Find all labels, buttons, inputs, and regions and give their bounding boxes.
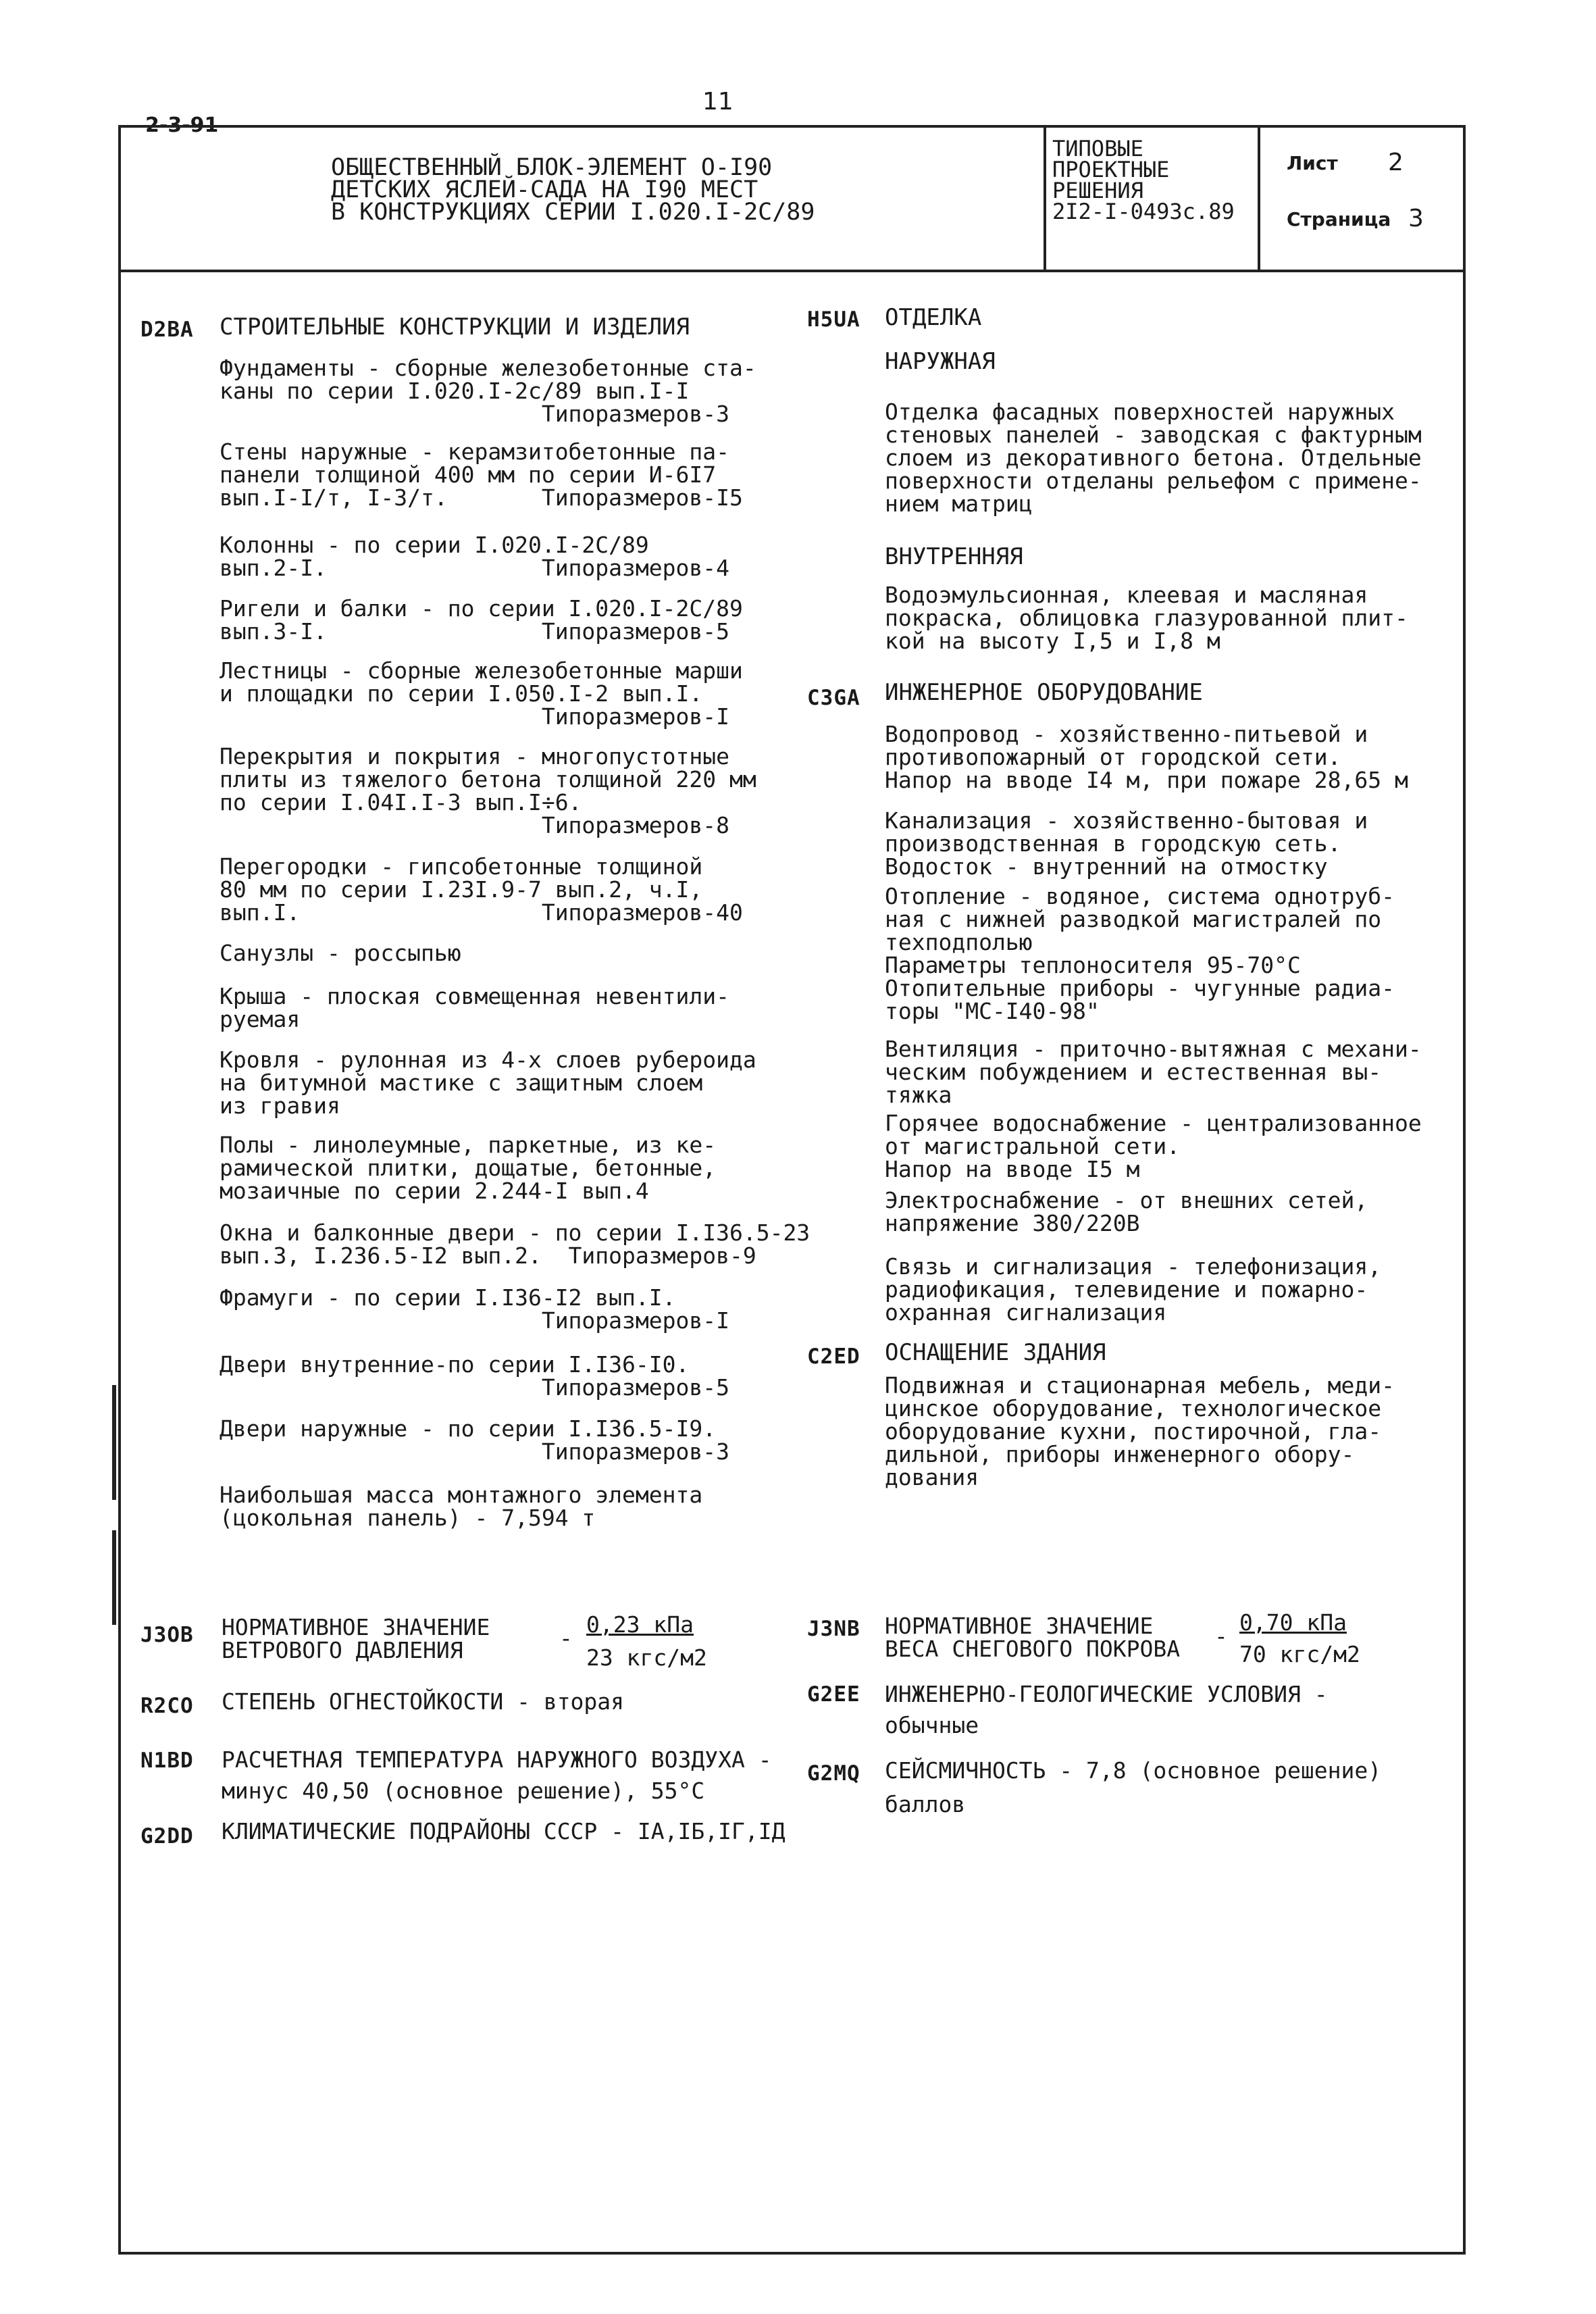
snow-load-kgs: 70 кгс/м2 (1239, 1641, 1360, 1667)
sheet-value: 2 (1388, 149, 1404, 176)
list-item: Фрамуги - по серии I.I36-I2 вып.I. Типоразмеров-I (220, 1284, 729, 1334)
list-item: Наибольшая масса монтажного элемента (цокольная панель) - 7,594 т (220, 1482, 703, 1531)
list-item: Колонны - по серии I.020.I-2С/89 вып.2-I. Типоразмеров-4 (220, 532, 729, 581)
margin-mark (112, 1530, 116, 1625)
section-code: H5UA (807, 307, 860, 332)
document-code: 2-3-91 (145, 114, 219, 137)
page-label: Страница (1287, 208, 1391, 230)
page-value: 3 (1408, 205, 1424, 232)
list-item: Вентиляция - приточно-вытяжная с механи- ческим побуждением и естественная вы- тяжка (885, 1036, 1422, 1108)
title-block-divider (1044, 125, 1046, 272)
parameter-code: J3OB (140, 1623, 194, 1647)
wind-pressure-label: НОРМАТИВНОЕ ЗНАЧЕНИЕ ВЕТРОВОГО ДАВЛЕНИЯ (222, 1614, 490, 1663)
list-item: Окна и балконные двери - по серии I.I36.5-23 вып.3, I.236.5-I2 вып.2. Типоразмеров-9 (220, 1219, 810, 1269)
wind-pressure-kpa: 0,23 кПа (586, 1611, 694, 1638)
list-item: Ригели и балки - по серии I.020.I-2С/89 вып.3-I. Типоразмеров-5 (220, 595, 743, 645)
list-item: Полы - линолеумные, паркетные, из ке- рамической плитки, дощатые, бетонные, мозаичные по серии 2.244-I вып.4 (220, 1132, 717, 1204)
section-heading-equipment: ОСНАЩЕНИЕ ЗДАНИЯ (885, 1339, 1106, 1366)
list-item: Стены наружные - керамзитобетонные па- панели толщиной 400 мм по серии И-6I7 вып.I-I/т, I-3/т. Типоразмеров-I5 (220, 438, 743, 511)
fire-resistance: СТЕПЕНЬ ОГНЕСТОЙКОСТИ - вторая (222, 1688, 625, 1715)
design-temperature: РАСЧЕТНАЯ ТЕМПЕРАТУРА НАРУЖНОГО ВОЗДУХА - минус 40,50 (основное решение), 55°С (222, 1746, 772, 1804)
section-code: D2BA (140, 318, 194, 342)
list-item: Горячее водоснабжение - централизованное от магистральной сети. Напор на вводе I5 м (885, 1110, 1422, 1182)
list-item: Лестницы - сборные железобетонные марши и площадки по серии I.050.I-2 вып.I. Типоразмеров-I (220, 657, 743, 730)
list-item: Двери наружные - по серии I.I36.5-I9. Типоразмеров-3 (220, 1415, 729, 1465)
list-item: Кровля - рулонная из 4-х слоев рубероида на битумной мастике с защитным слоем из гравия (220, 1047, 756, 1119)
snow-load-label: НОРМАТИВНОЕ ЗНАЧЕНИЕ ВЕСА СНЕГОВОГО ПОКРОВА (885, 1613, 1181, 1662)
list-item: Канализация - хозяйственно-бытовая и производственная в городскую сеть. Водосток - внутренний на отмостку (885, 807, 1368, 880)
list-item: Связь и сигнализация - телефонизация, радиофикация, телевидение и пожарно- охранная сигнализация (885, 1253, 1382, 1326)
snow-load-dash: - (1214, 1623, 1228, 1649)
list-item: Электроснабжение - от внешних сетей, напряжение 380/220В (885, 1187, 1368, 1236)
page-number: 11 (702, 88, 733, 116)
parameter-code: R2CO (140, 1694, 194, 1718)
section-heading-engineering: ИНЖЕНЕРНОЕ ОБОРУДОВАНИЕ (885, 679, 1203, 706)
wind-pressure-dash: - (559, 1625, 573, 1651)
geological-conditions: ИНЖЕНЕРНО-ГЕОЛОГИЧЕСКИЕ УСЛОВИЯ - обычные (885, 1681, 1328, 1738)
list-item: Двери внутренние-по серии I.I36-I0. Типоразмеров-5 (220, 1351, 729, 1401)
list-item: Водопровод - хозяйственно-питьевой и противопожарный от городской сети. Напор на вводе I4 м, при пожаре 28,65 м (885, 721, 1408, 793)
margin-mark (112, 1385, 116, 1500)
climatic-subregions: КЛИМАТИЧЕСКИЕ ПОДРАЙОНЫ СССР - IА,IБ,IГ,IД (222, 1818, 786, 1844)
subheading-exterior: НАРУЖНАЯ (885, 348, 996, 375)
parameter-code: G2EE (807, 1682, 860, 1707)
section-heading-finish: ОТДЕЛКА (885, 304, 982, 331)
title-block-divider (1258, 125, 1260, 272)
list-item: Фундаменты - сборные железобетонные ста- каны по серии I.020.I-2с/89 вып.I-I Типоразмеров-3 (220, 355, 756, 427)
seismicity: СЕЙСМИЧНОСТЬ - 7,8 (основное решение) баллов (885, 1757, 1382, 1817)
parameter-code: G2MQ (807, 1761, 860, 1786)
list-item: Санузлы - россыпью (220, 940, 461, 966)
section-code: C3GA (807, 686, 860, 710)
parameter-code: N1BD (140, 1749, 194, 1773)
parameter-code: J3NB (807, 1617, 860, 1641)
section-heading-structures: СТРОИТЕЛЬНЫЕ КОНСТРУКЦИИ И ИЗДЕЛИЯ (220, 313, 690, 341)
list-item: Отопление - водяное, система однотруб- ная с нижней разводкой магистралей по техподполью Параметры теплоносителя 95-70°С Отопительные приборы - чугунные радиа- торы "МС-I40-98" (885, 883, 1395, 1024)
parameter-code: G2DD (140, 1824, 194, 1848)
equipment-text: Подвижная и стационарная мебель, меди- цинское оборудование, технологическое оборудование кухни, постирочной, гла- дильной, приборы инженерного обору- дования (885, 1372, 1395, 1490)
list-item: Крыша - плоская совмещенная невентили- руемая (220, 983, 729, 1032)
section-code: C2ED (807, 1344, 860, 1369)
snow-load-kpa: 0,70 кПа (1239, 1609, 1347, 1636)
list-item: Перегородки - гипсобетонные толщиной 80 мм по серии I.23I.9-7 вып.2, ч.I, вып.I. Типоразмеров-40 (220, 853, 743, 926)
project-designation: ТИПОВЫЕ ПРОЕКТНЫЕ РЕШЕНИЯ 2I2-I-0493с.89 (1052, 136, 1235, 224)
subheading-interior: ВНУТРЕННЯЯ (885, 543, 1023, 570)
sheet-label: Лист (1287, 152, 1338, 174)
wind-pressure-kgs: 23 кгс/м2 (586, 1644, 707, 1671)
list-item: Перекрытия и покрытия - многопустотные плиты из тяжелого бетона толщиной 220 мм по серии I.04I.I-3 вып.I÷6. Типоразмеров-8 (220, 743, 756, 838)
interior-finish-text: Водоэмульсионная, клеевая и масляная покраска, облицовка глазурованной плит- кой на высоту I,5 и I,8 м (885, 582, 1408, 654)
exterior-finish-text: Отделка фасадных поверхностей наружных стеновых панелей - заводская с фактурным слоем из декоративного бетона. Отдельные поверхности отделаны рельефом с применe- нием матриц (885, 399, 1422, 517)
object-title: ОБЩЕСТВЕННЫЙ БЛОК-ЭЛЕМЕНТ О-I90 ДЕТСКИХ ЯСЛЕЙ-САДА НА I90 МЕСТ В КОНСТРУКЦИЯХ СЕРИИ I.020.I-2С/89 (331, 154, 815, 226)
